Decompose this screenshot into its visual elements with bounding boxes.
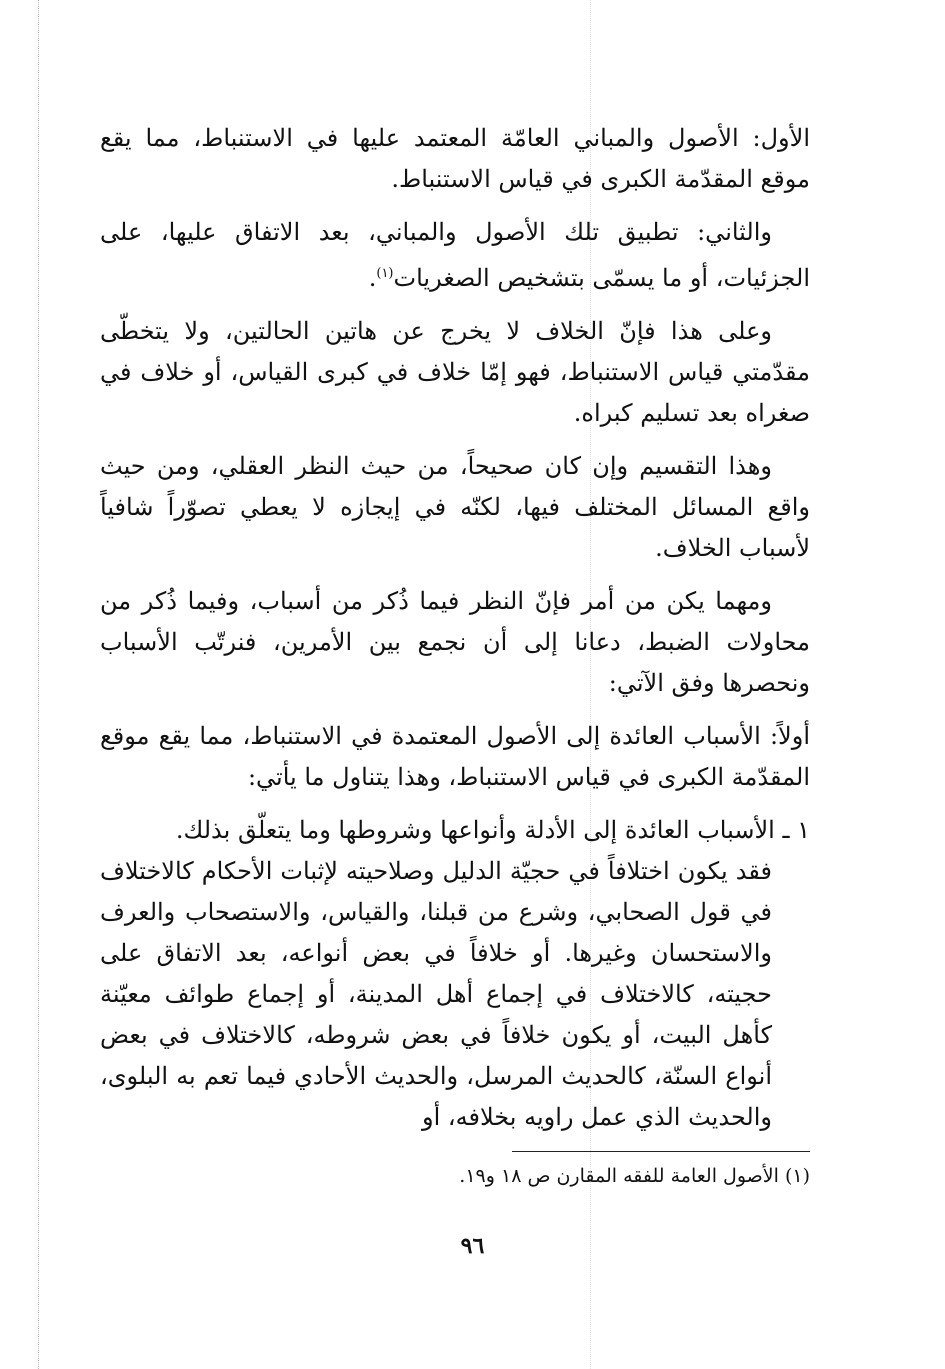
page-body bbox=[100, 118, 810, 1138]
footnote: (١) الأصول العامة للفقه المقارن ص ١٨ و١٩. bbox=[459, 1165, 810, 1187]
paragraph-second-source bbox=[100, 212, 810, 299]
paragraph-critique: وهذا التقسيم وإن كان صحيحاً، من حيث النظر العقلي، ومن حيث واقع المسائل المختلف فيها، لكنّه في إيجازه لا يعطي تصوّراً شافياً لأسباب الخلاف. bbox=[100, 452, 810, 562]
paragraph-method: ومهما يكن من أمر فإنّ النظر فيما ذُكر من أسباب، وفيما ذُكر من محاولات الضبط، دعانا إلى أن نجمع بين الأمرين، فنرتّب الأسباب ونحصرها وفق الآتي: bbox=[100, 587, 810, 697]
paragraph-first-category: أولاً: الأسباب العائدة إلى الأصول المعتمدة في الاستنباط، مما يقع موقع المقدّمة الكبرى في قياس الاستنباط، وهذا يتناول ما يأتي: bbox=[100, 722, 810, 791]
paragraph-second-text: والثاني: تطبيق تلك الأصول والمباني، بعد الاتفاق عليها، على الجزئيات، أو ما يسمّى بتشخيص الصغريات bbox=[100, 218, 810, 292]
page-number: ٩٦ bbox=[460, 1233, 485, 1259]
paragraph-conclusion: وعلى هذا فإنّ الخلاف لا يخرج عن هاتين الحالتين، ولا يتخطّى مقدّمتي قياس الاستنباط، فهو إمّا خلاف في كبرى القياس، أو خلاف في صغراه بعد تسليم كبراه. bbox=[100, 317, 810, 427]
footnote-divider bbox=[512, 1151, 810, 1152]
scan-edge-line bbox=[38, 0, 39, 1369]
footnote-marker: (١) bbox=[376, 266, 394, 281]
paragraph-second-end: . bbox=[368, 264, 377, 292]
paragraph-first-source: الأول: الأصول والمباني العامّة المعتمد عليها في الاستنباط، مما يقع موقع المقدّمة الكبرى في قياس الاستنباط. bbox=[100, 124, 810, 193]
item-one-title: ١ ـ الأسباب العائدة إلى الأدلة وأنواعها وشروطها وما يتعلّق بذلك. bbox=[175, 816, 810, 844]
item-one-body: فقد يكون اختلافاً في حجيّة الدليل وصلاحيته لإثبات الأحكام كالاختلاف في قول الصحابي، وشرع من قبلنا، والقياس، والاستصحاب والعرف والاستحسان وغيرها. أو خلافاً في بعض أنواعه، بعد الاتفاق على حجيته، كالاختلاف في إجماع أهل المدينة، أو إجماع طوائف معيّنة كأهل البيت، أو يكون خلافاً في بعض شروطه، كالاختلاف في بعض أنواع السنّة، كالحديث المرسل، والحديث الأحادي فيما تعم به البلوى، والحديث الذي عمل راويه بخلافه، أو bbox=[100, 857, 772, 1131]
